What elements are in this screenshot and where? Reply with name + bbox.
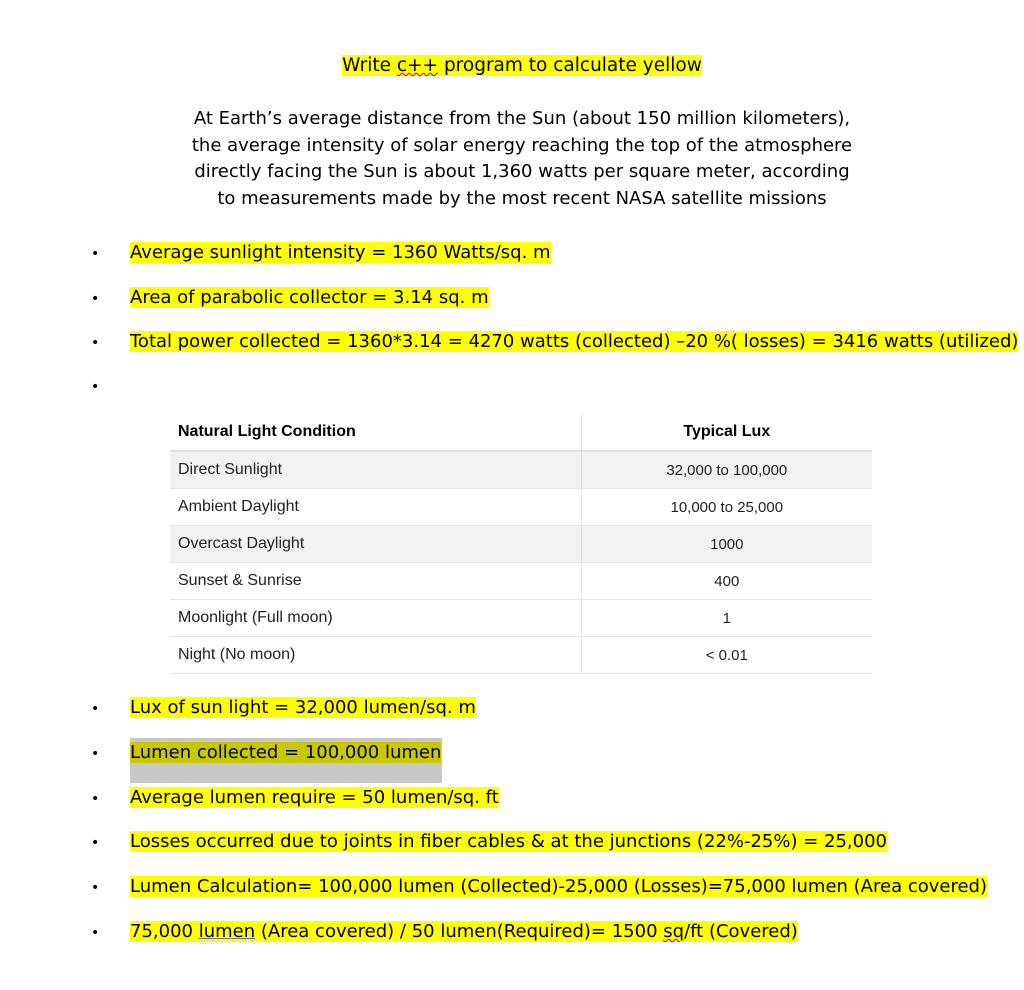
bullet-dot: • (91, 925, 100, 941)
cell-condition: Night (No moon) (170, 637, 581, 674)
cell-lux: 1000 (581, 526, 872, 563)
bullet-dot: • (91, 791, 100, 807)
bullet-dot: • (91, 335, 100, 351)
bullet-item (91, 329, 1018, 356)
final-part: (Area covered) / 50 lumen(Required)= 1500 (255, 921, 664, 942)
bullet-dot: • (91, 880, 100, 896)
table-row (170, 563, 872, 600)
bullet-item (91, 695, 476, 722)
bullet-text: Area of parabolic collector = 3.14 sq. m (130, 287, 489, 308)
bullet-dot: • (91, 246, 100, 262)
cell-lux: 10,000 to 25,000 (581, 489, 872, 526)
table-row (170, 489, 872, 526)
lux-table (170, 414, 872, 674)
final-part: 75,000 (130, 921, 199, 942)
header-condition: Natural Light Condition (170, 414, 581, 451)
table-row (170, 526, 872, 563)
table-row (170, 637, 872, 674)
cell-condition: Overcast Daylight (170, 526, 581, 563)
cell-lux: 1 (581, 600, 872, 637)
bullet-text: Average sunlight intensity = 1360 Watts/sq. m (130, 242, 551, 263)
table-row (170, 600, 872, 637)
bullet-text: Lumen Calculation= 100,000 lumen (Collected)-25,000 (Losses)=75,000 lumen (Area covered) (130, 876, 987, 897)
cell-lux: 32,000 to 100,000 (581, 451, 872, 489)
final-part: /ft (Covered) (684, 921, 798, 942)
bullet-dot: • (91, 746, 100, 762)
table-row (170, 451, 872, 489)
bullet-dot: • (91, 379, 100, 395)
table-header-row (170, 414, 872, 451)
bullet-text: Losses occurred due to joints in fiber cables & at the junctions (22%-25%) = 25,000 (130, 831, 887, 852)
cell-condition: Direct Sunlight (170, 451, 581, 489)
cell-condition: Moonlight (Full moon) (170, 600, 581, 637)
cell-lux: 400 (581, 563, 872, 600)
bullet-text: Lux of sun light = 32,000 lumen/sq. m (130, 697, 476, 718)
title-highlight (342, 55, 702, 76)
bullet-text: Total power collected = 1360*3.14 = 4270 watts (collected) –20 %( losses) = 3416 watts (utilized) (130, 331, 1019, 352)
cell-lux: < 0.01 (581, 637, 872, 674)
bullet-dot: • (91, 291, 100, 307)
bullet-item (91, 829, 887, 856)
bullet-text: Lumen collected = 100,000 lumen (130, 742, 442, 763)
title-text-before: Write (342, 55, 397, 76)
bullet-text-final (130, 921, 798, 942)
final-part-sq: sq (663, 921, 685, 942)
header-lux: Typical Lux (581, 414, 872, 451)
bullet-item (91, 740, 441, 767)
intro-paragraph: At Earth’s average distance from the Sun (about 150 million kilometers), the average intensity of solar energy reaching the top of the atmosphere directly facing the Sun is about 1,360 watts per square meter, according to measurements made by the most recent NASA satellite missions (191, 108, 853, 209)
title-text-after: program to calculate yellow (438, 55, 702, 76)
bullet-dot: • (91, 701, 100, 717)
bullet-item (91, 785, 499, 812)
title-text-code: c++ (396, 55, 439, 76)
cell-condition: Sunset & Sunrise (170, 563, 581, 600)
bullet-item (91, 919, 798, 946)
bullet-text: Average lumen require = 50 lumen/sq. ft (130, 787, 499, 808)
bullet-item (91, 240, 551, 267)
bullet-item (91, 285, 489, 312)
document-title (0, 53, 1024, 79)
final-part-lumen: lumen (198, 921, 256, 942)
bullet-item (91, 874, 987, 901)
cell-condition: Ambient Daylight (170, 489, 581, 526)
bullet-dot: • (91, 835, 100, 851)
bullet-item-empty (91, 373, 130, 400)
